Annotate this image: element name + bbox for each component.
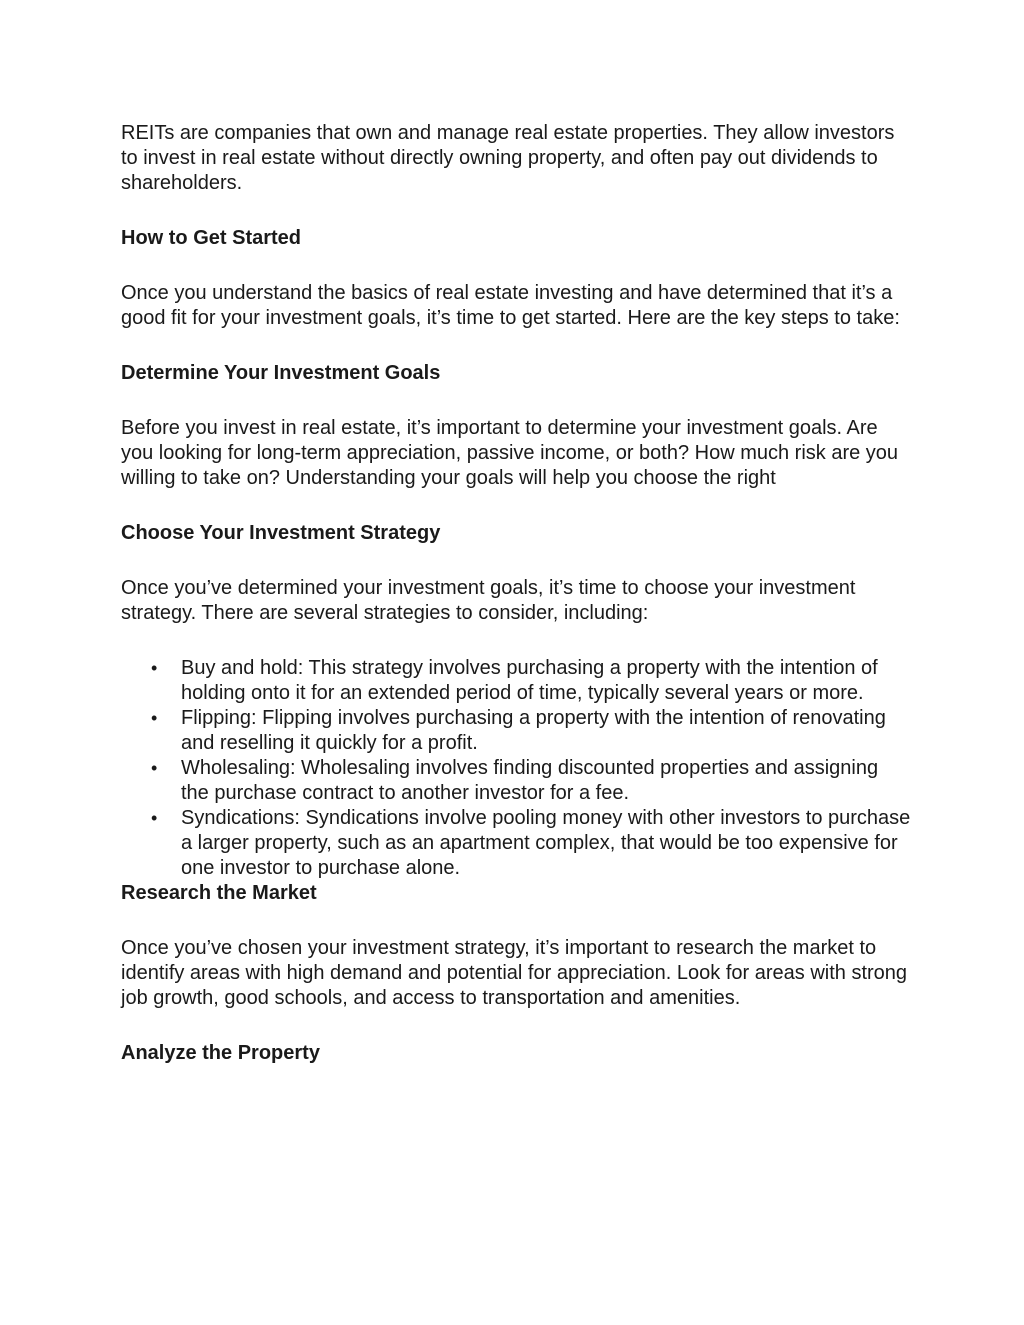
research-market-paragraph: Once you’ve chosen your investment strategy, it’s important to research the market to identify areas with high demand and potential for appreciation. Look for areas with strong job growth, good schools, and access to transportation and amenities. [121, 937, 908, 1009]
reits-paragraph: REITs are companies that own and manage real estate properties. They allow investors to invest in real estate without directly owning property, and often pay out dividends to shareholders. [121, 122, 895, 194]
heading-research-market: Research the Market [121, 882, 317, 904]
strategy-list-item: • Syndications: Syndications involve pooling money with other investors to purchase a larger property, such as an apartment complex, that would be too expensive for one investor to purchase alone. [181, 806, 911, 881]
heading-investment-strategy: Choose Your Investment Strategy [121, 522, 441, 544]
get-started-paragraph: Once you understand the basics of real estate investing and have determined that it’s a good fit for your investment goals, it’s time to get started. Here are the key steps to take: [121, 282, 900, 329]
heading-analyze-property: Analyze the Property [121, 1042, 320, 1064]
strategy-list-item: • Buy and hold: This strategy involves purchasing a property with the intention of holding onto it for an extended period of time, typically several years or more. [181, 656, 911, 706]
investment-goals-paragraph: Before you invest in real estate, it’s important to determine your investment goals. Are you looking for long-term appreciation, passive income, or both? How much risk are you willing to take on? Understanding your goals will help you choose the right [121, 417, 899, 489]
heading-investment-goals: Determine Your Investment Goals [121, 362, 441, 384]
heading-get-started: How to Get Started [121, 227, 302, 249]
strategy-list-item: • Flipping: Flipping involves purchasing a property with the intention of renovating and reselling it quickly for a profit. [181, 706, 911, 756]
strategy-list-item: • Wholesaling: Wholesaling involves finding discounted properties and assigning the purchase contract to another investor for a fee. [181, 756, 911, 806]
investment-strategy-paragraph: Once you’ve determined your investment goals, it’s time to choose your investment strategy. There are several strategies to consider, including: [121, 577, 856, 624]
strategy-list [121, 656, 911, 881]
document-page [121, 121, 911, 1096]
